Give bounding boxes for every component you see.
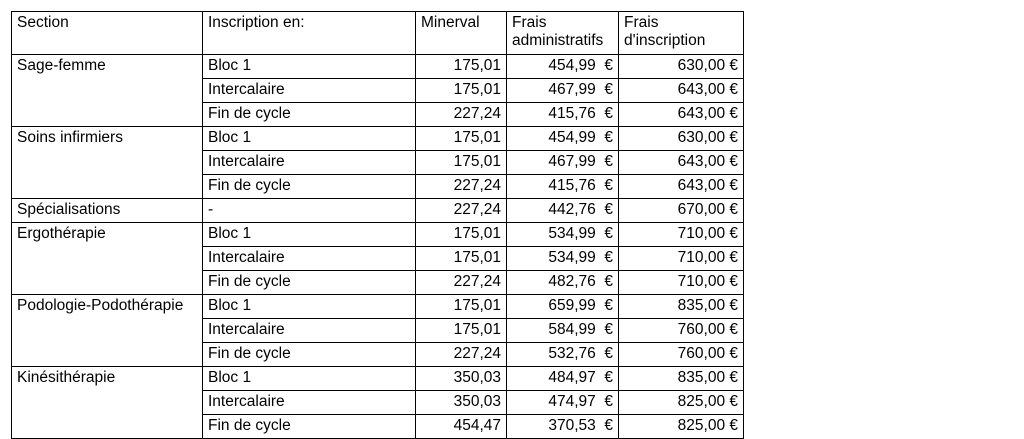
frais-inscription-cell: 643,00 € <box>619 175 744 199</box>
minerval-cell: 227,24 <box>416 199 507 223</box>
inscription-cell: Fin de cycle <box>203 343 416 367</box>
frais-administratifs-cell: 415,76 € <box>507 103 619 127</box>
inscription-cell: Intercalaire <box>203 319 416 343</box>
frais-inscription-cell: 710,00 € <box>619 271 744 295</box>
header-section: Section <box>12 12 203 55</box>
minerval-cell: 227,24 <box>416 271 507 295</box>
table-row <box>12 367 744 391</box>
minerval-cell: 175,01 <box>416 151 507 175</box>
frais-inscription-cell: 643,00 € <box>619 103 744 127</box>
header-frais-administratifs: Frais administratifs <box>507 12 619 55</box>
minerval-cell: 227,24 <box>416 103 507 127</box>
inscription-cell: Intercalaire <box>203 391 416 415</box>
inscription-cell: Intercalaire <box>203 79 416 103</box>
table-row <box>12 223 744 247</box>
frais-administratifs-cell: 415,76 € <box>507 175 619 199</box>
frais-administratifs-cell: 659,99 € <box>507 295 619 319</box>
section-name: Podologie-Podothérapie <box>12 295 203 367</box>
section-name: Kinésithérapie <box>12 367 203 439</box>
inscription-cell: Fin de cycle <box>203 415 416 439</box>
table-row <box>12 127 744 151</box>
inscription-cell: - <box>203 199 416 223</box>
frais-administratifs-cell: 442,76 € <box>507 199 619 223</box>
table-row <box>12 199 744 223</box>
inscription-cell: Bloc 1 <box>203 55 416 79</box>
minerval-cell: 175,01 <box>416 127 507 151</box>
frais-inscription-cell: 825,00 € <box>619 391 744 415</box>
header-frais-inscription: Frais d'inscription <box>619 12 744 55</box>
table-body <box>12 55 744 439</box>
inscription-cell: Fin de cycle <box>203 175 416 199</box>
inscription-cell: Intercalaire <box>203 151 416 175</box>
section-name: Sage-femme <box>12 55 203 127</box>
frais-administratifs-cell: 467,99 € <box>507 151 619 175</box>
minerval-cell: 175,01 <box>416 319 507 343</box>
inscription-cell: Bloc 1 <box>203 367 416 391</box>
minerval-cell: 227,24 <box>416 343 507 367</box>
minerval-cell: 227,24 <box>416 175 507 199</box>
section-name: Spécialisations <box>12 199 203 223</box>
minerval-cell: 175,01 <box>416 247 507 271</box>
frais-administratifs-cell: 467,99 € <box>507 79 619 103</box>
frais-inscription-cell: 710,00 € <box>619 247 744 271</box>
minerval-cell: 454,47 <box>416 415 507 439</box>
frais-administratifs-cell: 534,99 € <box>507 223 619 247</box>
frais-inscription-cell: 760,00 € <box>619 319 744 343</box>
frais-administratifs-cell: 482,76 € <box>507 271 619 295</box>
inscription-cell: Bloc 1 <box>203 127 416 151</box>
frais-inscription-cell: 835,00 € <box>619 367 744 391</box>
minerval-cell: 350,03 <box>416 391 507 415</box>
frais-administratifs-cell: 370,53 € <box>507 415 619 439</box>
frais-administratifs-cell: 532,76 € <box>507 343 619 367</box>
minerval-cell: 350,03 <box>416 367 507 391</box>
inscription-cell: Bloc 1 <box>203 295 416 319</box>
section-name: Soins infirmiers <box>12 127 203 199</box>
table-row <box>12 55 744 79</box>
inscription-cell: Fin de cycle <box>203 103 416 127</box>
frais-administratifs-cell: 534,99 € <box>507 247 619 271</box>
minerval-cell: 175,01 <box>416 55 507 79</box>
inscription-cell: Fin de cycle <box>203 271 416 295</box>
inscription-cell: Intercalaire <box>203 247 416 271</box>
frais-administratifs-cell: 454,99 € <box>507 127 619 151</box>
minerval-cell: 175,01 <box>416 223 507 247</box>
header-inscription: Inscription en: <box>203 12 416 55</box>
frais-inscription-cell: 630,00 € <box>619 55 744 79</box>
frais-inscription-cell: 710,00 € <box>619 223 744 247</box>
frais-inscription-cell: 630,00 € <box>619 127 744 151</box>
table-row <box>12 295 744 319</box>
header-minerval: Minerval <box>416 12 507 55</box>
frais-inscription-cell: 835,00 € <box>619 295 744 319</box>
inscription-cell: Bloc 1 <box>203 223 416 247</box>
section-name: Ergothérapie <box>12 223 203 295</box>
fees-table <box>11 11 744 439</box>
frais-inscription-cell: 670,00 € <box>619 199 744 223</box>
frais-inscription-cell: 643,00 € <box>619 151 744 175</box>
frais-inscription-cell: 643,00 € <box>619 79 744 103</box>
frais-inscription-cell: 825,00 € <box>619 415 744 439</box>
frais-inscription-cell: 760,00 € <box>619 343 744 367</box>
minerval-cell: 175,01 <box>416 295 507 319</box>
frais-administratifs-cell: 454,99 € <box>507 55 619 79</box>
frais-administratifs-cell: 474,97 € <box>507 391 619 415</box>
frais-administratifs-cell: 484,97 € <box>507 367 619 391</box>
minerval-cell: 175,01 <box>416 79 507 103</box>
frais-administratifs-cell: 584,99 € <box>507 319 619 343</box>
header-row <box>12 12 744 55</box>
